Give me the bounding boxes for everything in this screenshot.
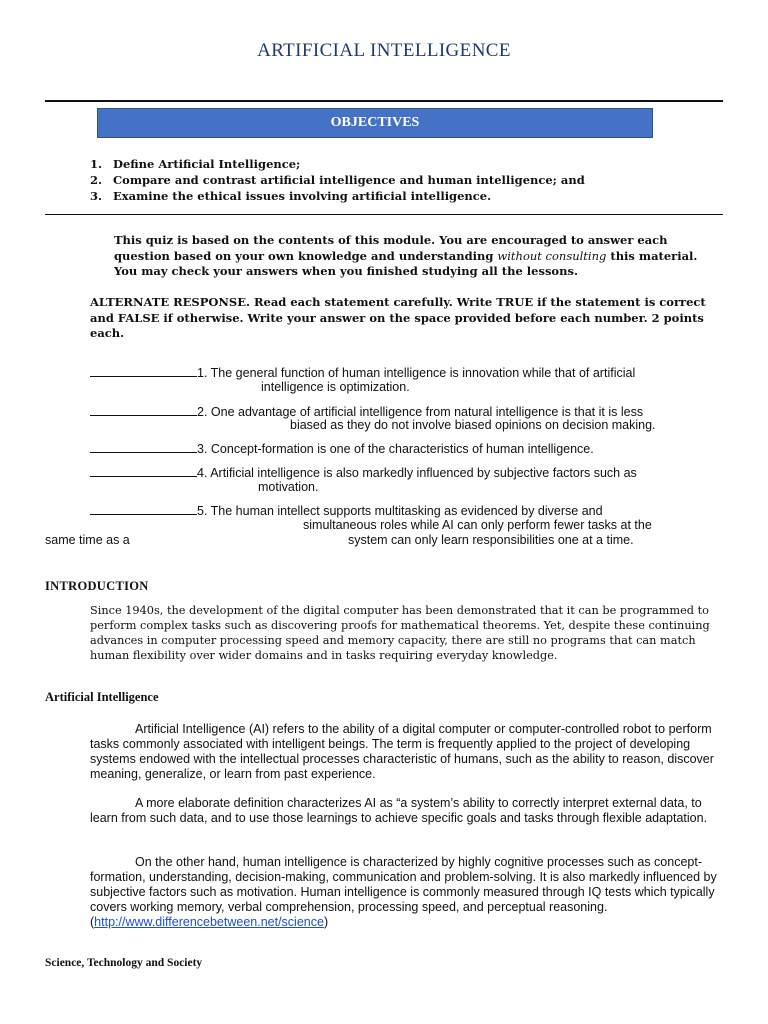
ai-paragraph-3: On the other hand, human intelligence is characterized by highly cognitive processes such as concept-formation, understanding, decision-making, communication and problem-solving. It is also markedly influenced by subjective factors such as motivation. Human intelligence is commonly measured through IQ tests which typically covers working memory, verbal comprehension, processing speed, and perceptual reasoning. (http://www.differencebetween.net/science) <box>90 855 717 929</box>
ai-paragraph-2: A more elaborate definition characterizes AI as “a system’s ability to correctly interpret external data, to learn from such data, and to use those learnings to achieve specific goals and tasks through flexible adaptation. <box>90 796 708 825</box>
answer-blank[interactable] <box>90 365 197 377</box>
list-item: 3. Examine the ethical issues involving artificial intelligence. <box>90 189 492 203</box>
page-footer: Science, Technology and Society <box>45 957 203 969</box>
question-5-cont: system can only learn responsibilities one at a time. <box>348 533 634 547</box>
section-divider <box>45 214 723 215</box>
list-item: 1. Define Artificial Intelligence; <box>90 157 301 171</box>
answer-blank[interactable] <box>90 503 197 515</box>
list-item: 2. Compare and contrast artificial intelligence and human intelligence; and <box>90 173 585 187</box>
answer-blank[interactable] <box>90 465 197 477</box>
quiz-intro: This quiz is based on the contents of this module. You are encouraged to answer each question based on your own knowledge and understanding without consulting this material. You may check your answers when you finished studying all the lessons. <box>114 233 698 278</box>
ai-heading: Artificial Intelligence <box>45 690 159 704</box>
introduction-heading: INTRODUCTION <box>45 579 149 593</box>
page-title: ARTIFICIAL INTELLIGENCE <box>257 40 511 61</box>
question-4: 4. Artificial intelligence is also markedly influenced by subjective factors such as <box>90 465 637 481</box>
question-1-cont: intelligence is optimization. <box>261 380 410 394</box>
ai-paragraph-1: Artificial Intelligence (AI) refers to the ability of a digital computer or computer-controlled robot to perform tasks commonly associated with intelligent beings. The term is frequently applied to the project of developing systems endowed with the intellectual processes characteristic of humans, such as the ability to reason, discover meaning, generalize, or learn from past experience. <box>90 722 714 781</box>
introduction-text: Since 1940s, the development of the digital computer has been demonstrated that it can be programmed to perform complex tasks such as discovering proofs for mathematical theorems. Yet, despite these continuing advances in computer processing speed and memory capacity, there are still no programs that can match human flexibility over wider domains and in tasks requiring everyday knowledge. <box>90 604 710 662</box>
question-5-cont: simultaneous roles while AI can only perform fewer tasks at the <box>303 518 652 532</box>
question-5-cont: same time as a <box>45 533 130 547</box>
title-divider <box>45 100 723 102</box>
source-link[interactable]: http://www.differencebetween.net/science <box>94 915 324 929</box>
question-3: 3. Concept-formation is one of the characteristics of human intelligence. <box>90 441 594 457</box>
answer-blank[interactable] <box>90 404 197 416</box>
question-1: 1. The general function of human intelligence is innovation while that of artificial <box>90 365 635 381</box>
question-4-cont: motivation. <box>258 480 319 494</box>
answer-blank[interactable] <box>90 441 197 453</box>
question-5: 5. The human intellect supports multitasking as evidenced by diverse and <box>90 503 603 519</box>
question-2: 2. One advantage of artificial intelligence from natural intelligence is that it is less <box>90 404 643 420</box>
quiz-instructions: ALTERNATE RESPONSE. Read each statement carefully. Write TRUE if the statement is correct and FALSE if otherwise. Write your answer on the space provided before each number. 2 points each. <box>90 295 706 340</box>
objectives-list <box>90 156 585 204</box>
question-2-cont: biased as they do not involve biased opinions on decision making. <box>290 418 656 432</box>
objectives-header: OBJECTIVES <box>97 108 653 138</box>
